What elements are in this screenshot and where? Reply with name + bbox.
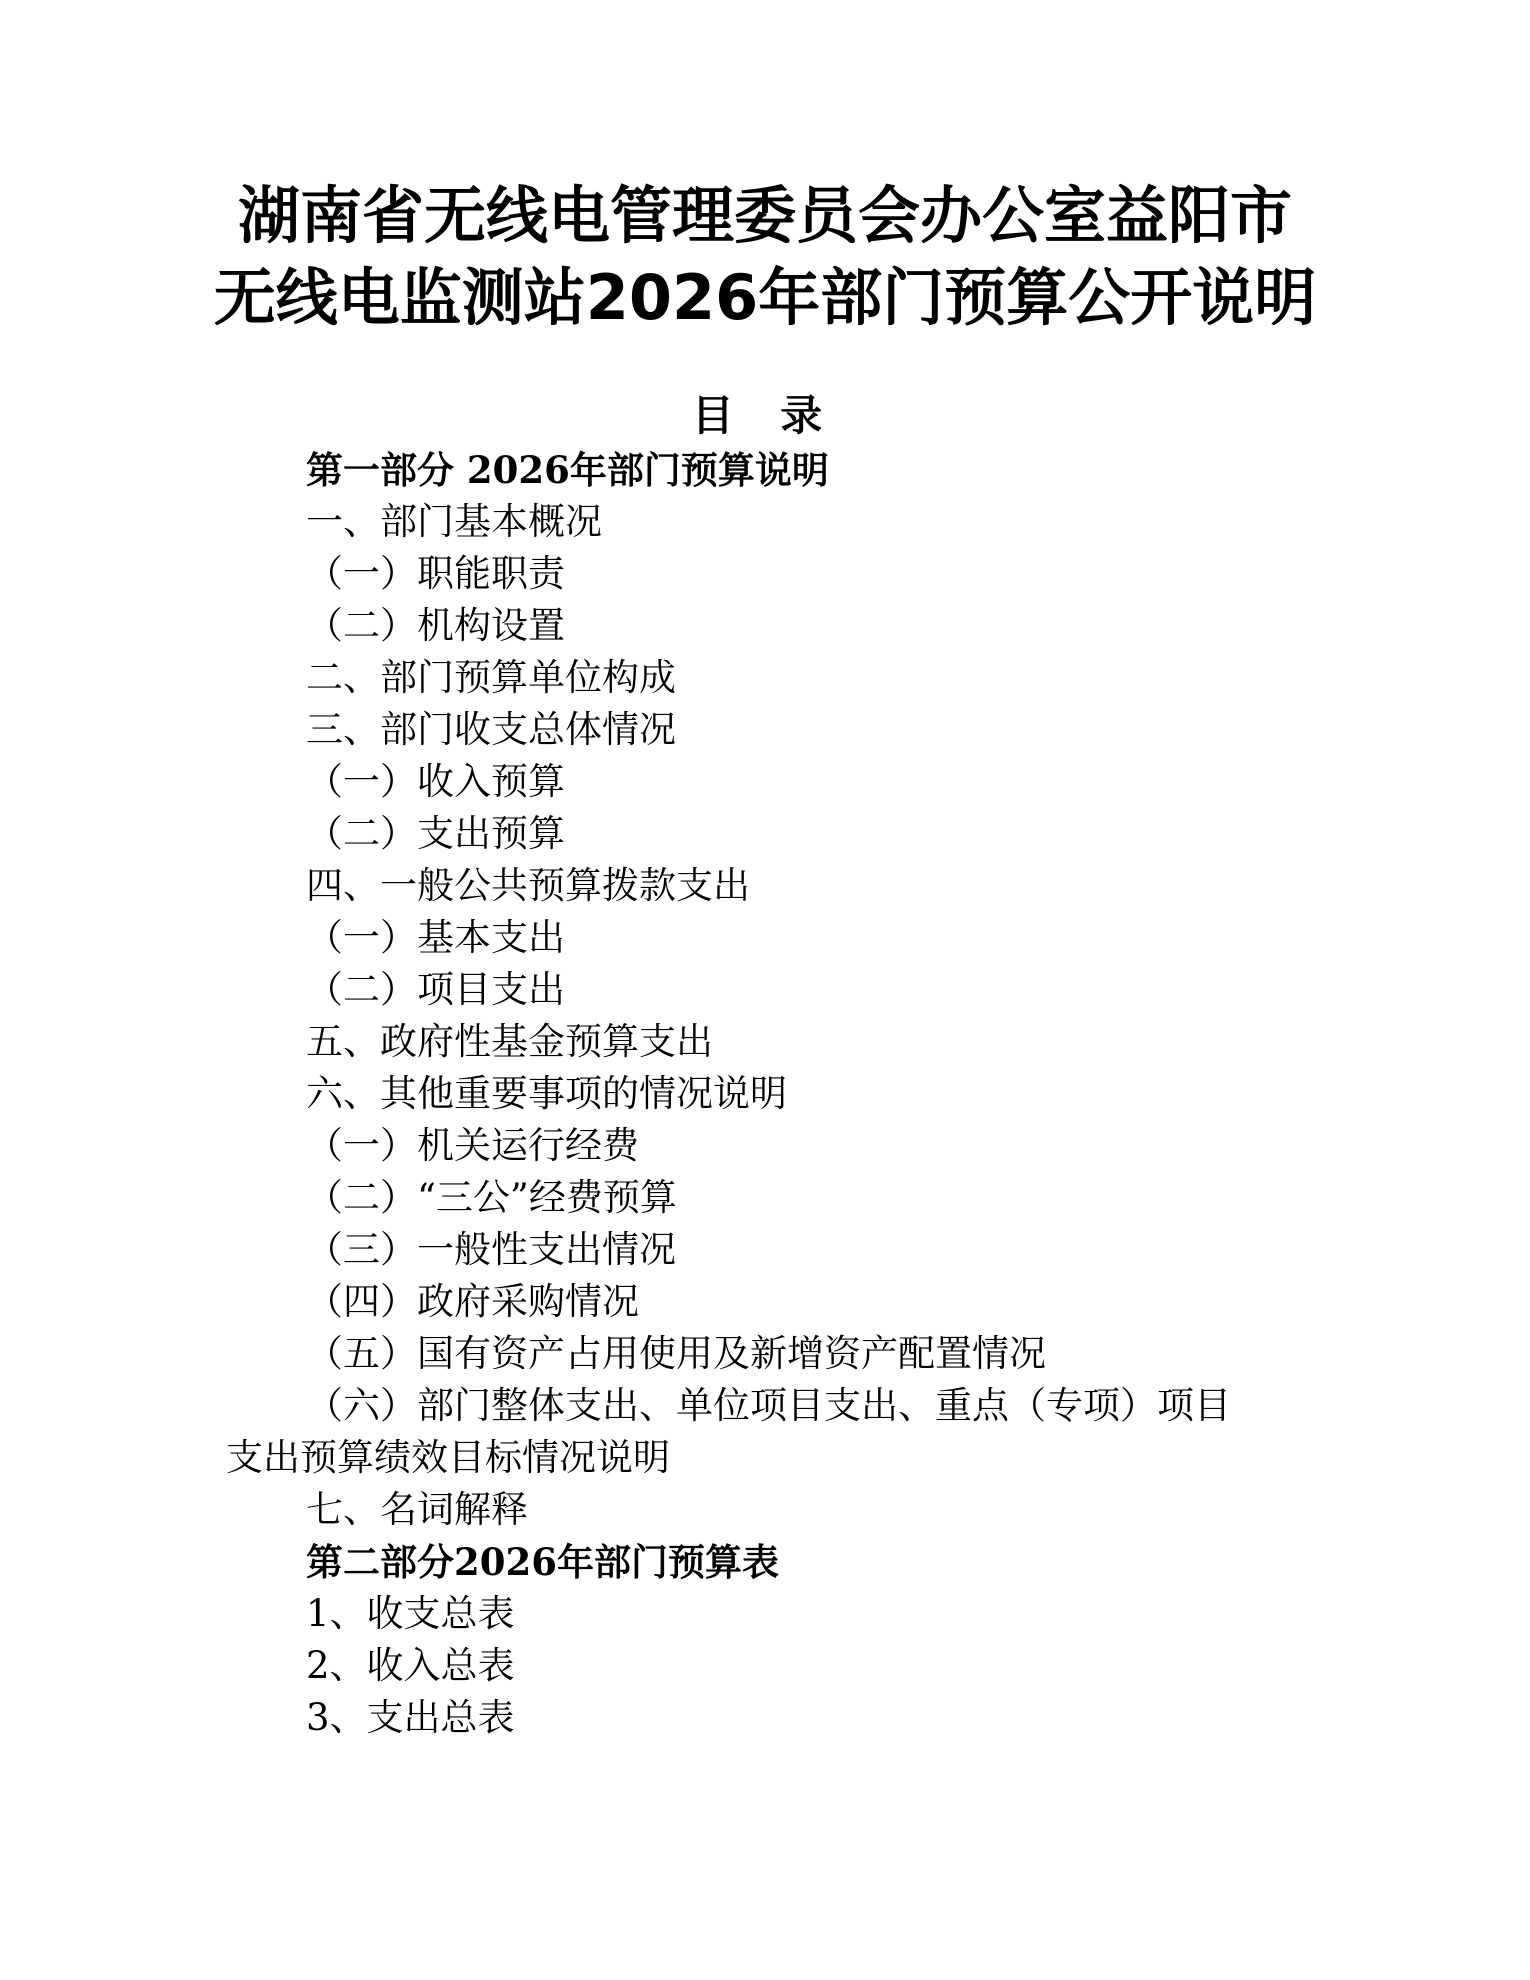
toc-item: 六、其他重要事项的情况说明 — [306, 1072, 787, 1115]
table-of-contents — [226, 444, 1306, 1744]
toc-item: （二）“三公”经费预算 — [306, 1176, 677, 1219]
toc-item: 3、支出总表 — [306, 1696, 515, 1739]
toc-item: 1、收支总表 — [306, 1592, 515, 1635]
toc-item: 五、政府性基金预算支出 — [306, 1020, 713, 1063]
toc-part-one: 第一部分 2026年部门预算说明 — [306, 448, 829, 492]
toc-item: （一）机关运行经费 — [306, 1124, 639, 1167]
toc-item: （四）政府采购情况 — [306, 1280, 639, 1323]
document-title-line-1: 湖南省无线电管理委员会办公室益阳市 — [237, 179, 1292, 252]
toc-item: （六）部门整体支出、单位项目支出、重点（专项）项目支出预算绩效目标情况说明 — [226, 1384, 1231, 1479]
toc-item: 三、部门收支总体情况 — [306, 708, 676, 751]
document-title-line-2: 无线电监测站2026年部门预算公开说明 — [213, 261, 1317, 334]
toc-item: 2、收入总表 — [306, 1644, 515, 1687]
toc-item: （二）机构设置 — [306, 604, 565, 647]
toc-item: 一、部门基本概况 — [306, 500, 602, 543]
toc-item: （三）一般性支出情况 — [306, 1228, 676, 1271]
toc-item: （一）职能职责 — [306, 552, 565, 595]
toc-item: 四、一般公共预算拨款支出 — [306, 864, 750, 907]
toc-item: （一）基本支出 — [306, 916, 565, 959]
toc-item: （一）收入预算 — [306, 760, 565, 803]
toc-item: （五）国有资产占用使用及新增资产配置情况 — [306, 1332, 1046, 1375]
toc-item: 七、名词解释 — [306, 1488, 528, 1531]
toc-part-two: 第二部分2026年部门预算表 — [306, 1540, 779, 1584]
toc-item: （二）项目支出 — [306, 968, 565, 1011]
toc-heading: 目 录 — [691, 391, 839, 440]
toc-item: 二、部门预算单位构成 — [306, 656, 676, 699]
toc-item: （二）支出预算 — [306, 812, 565, 855]
